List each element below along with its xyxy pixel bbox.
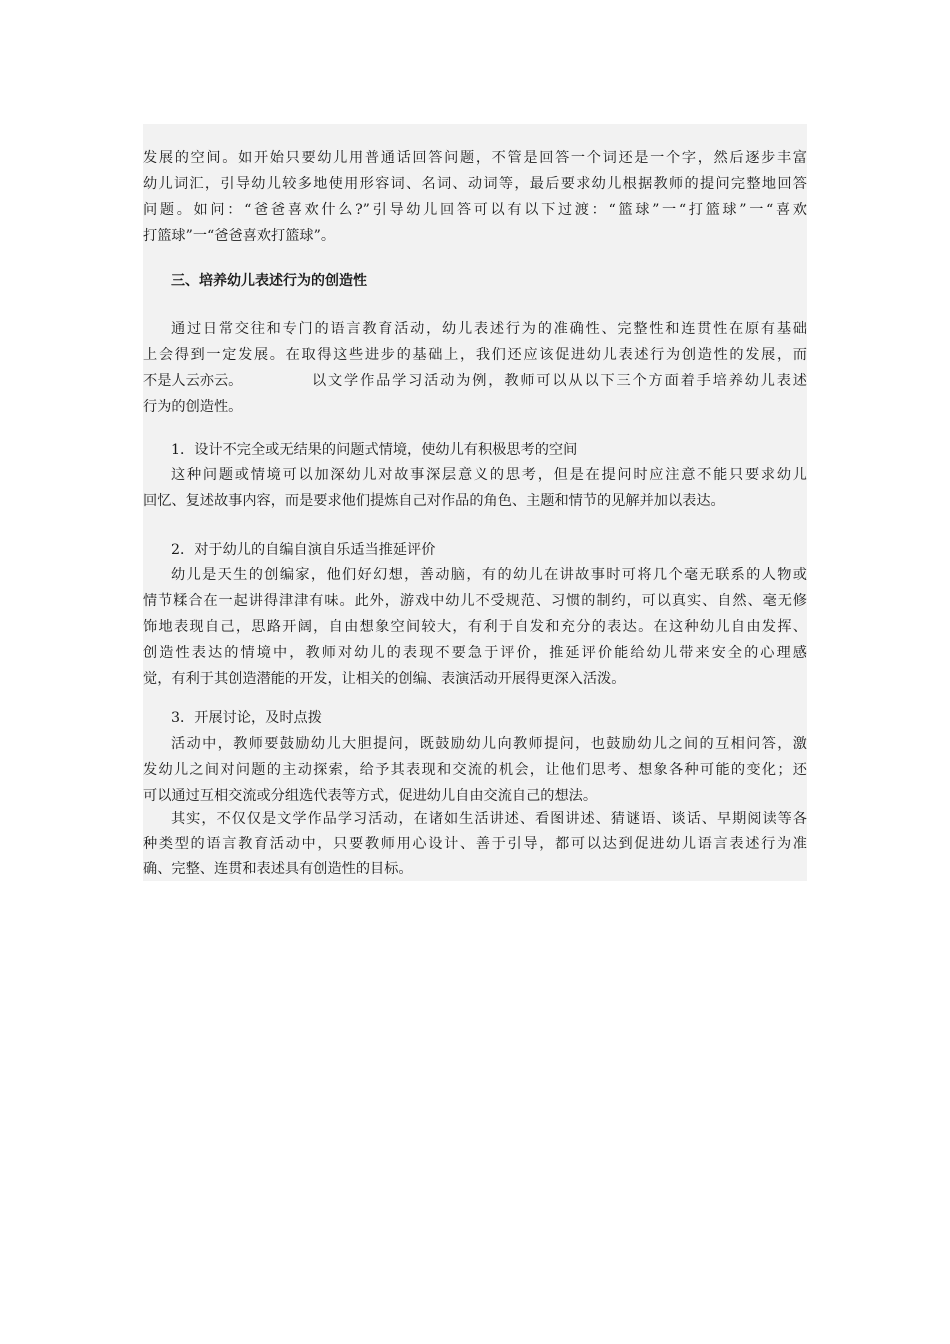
item-2-line: 情节糅合在一起讲得津津有味。此外，游戏中幼儿不受规范、习惯的制约，可以真实、自然、毫无修 [143,593,807,609]
intro-line: 问题。如问：“爸爸喜欢什么?”引导幼儿回答可以有以下过渡：“篮球”一“打篮球”一“喜欢 [143,202,807,218]
item-3-line: 发幼儿之间对问题的主动探索，给予其表现和交流的机会，让他们思考、想象各种可能的变化；还 [143,762,807,778]
item-2-line: 觉，有利于其创造潜能的开发，让相关的创编、表演活动开展得更深入活泼。 [143,671,626,687]
section-paragraph-text: 不是人云亦云。 [143,373,243,389]
item-1-line: 回忆、复述故事内容，而是要求他们提炼自己对作品的角色、主题和情节的见解并加以表达。 [143,493,725,509]
closing-line: 种类型的语言教育活动中，只要教师用心设计、善于引导，都可以达到促进幼儿语言表述行为准 [143,836,807,852]
intro-line: 幼儿词汇，引导幼儿较多地使用形容词、名词、动词等，最后要求幼儿根据教师的提问完整地回答 [143,176,807,192]
item-3-line: 活动中，教师要鼓励幼儿大胆提问，既鼓励幼儿向教师提问，也鼓励幼儿之间的互相问答，激 [171,736,807,752]
item-2-line: 创造性表达的情境中，教师对幼儿的表现不要急于评价，推延评价能给幼儿带来安全的心理感 [143,645,807,661]
item-1-title: 1．设计不完全或无结果的问题式情境，使幼儿有积极思考的空间 [171,442,578,458]
closing-line: 确、完整、连贯和表述具有创造性的目标。 [143,861,413,877]
item-2-title: 2．对于幼儿的自编自演自乐适当推延评价 [171,542,436,558]
item-3-line: 可以通过互相交流或分组选代表等方式，促进幼儿自由交流自己的想法。 [143,788,598,804]
section-paragraph-line: 行为的创造性。 [143,399,243,415]
section-heading: 三、培养幼儿表述行为的创造性 [171,273,367,289]
closing-line: 其实，不仅仅是文学作品学习活动，在诸如生活讲述、看图讲述、猜谜语、谈话、早期阅读等各 [171,811,807,827]
intro-line: 发展的空间。如开始只要幼儿用普通话回答问题，不管是回答一个词还是一个字，然后逐步丰富 [143,150,807,166]
item-3-title: 3．开展讨论，及时点拨 [171,710,322,726]
section-paragraph-line: 上会得到一定发展。在取得这些进步的基础上，我们还应该促进幼儿表述行为创造性的发展，而 [143,347,807,363]
section-paragraph-line: 通过日常交往和专门的语言教育活动，幼儿表述行为的准确性、完整性和连贯性在原有基础 [171,321,807,337]
item-1-line: 这种问题或情境可以加深幼儿对故事深层意义的思考，但是在提问时应注意不能只要求幼儿 [171,467,807,483]
item-2-line: 饰地表现自己，思路开阔，自由想象空间较大，有利于自发和充分的表达。在这种幼儿自由发挥、 [143,619,807,635]
item-2-line: 幼儿是天生的创编家，他们好幻想，善动脑，有的幼儿在讲故事时可将几个毫无联系的人物或 [171,567,807,583]
section-paragraph-line: 以文学作品学习活动为例，教师可以从以下三个方面着手培养幼儿表述 [312,373,807,389]
intro-line: 打篮球”一“爸爸喜欢打篮球”。 [143,228,336,244]
